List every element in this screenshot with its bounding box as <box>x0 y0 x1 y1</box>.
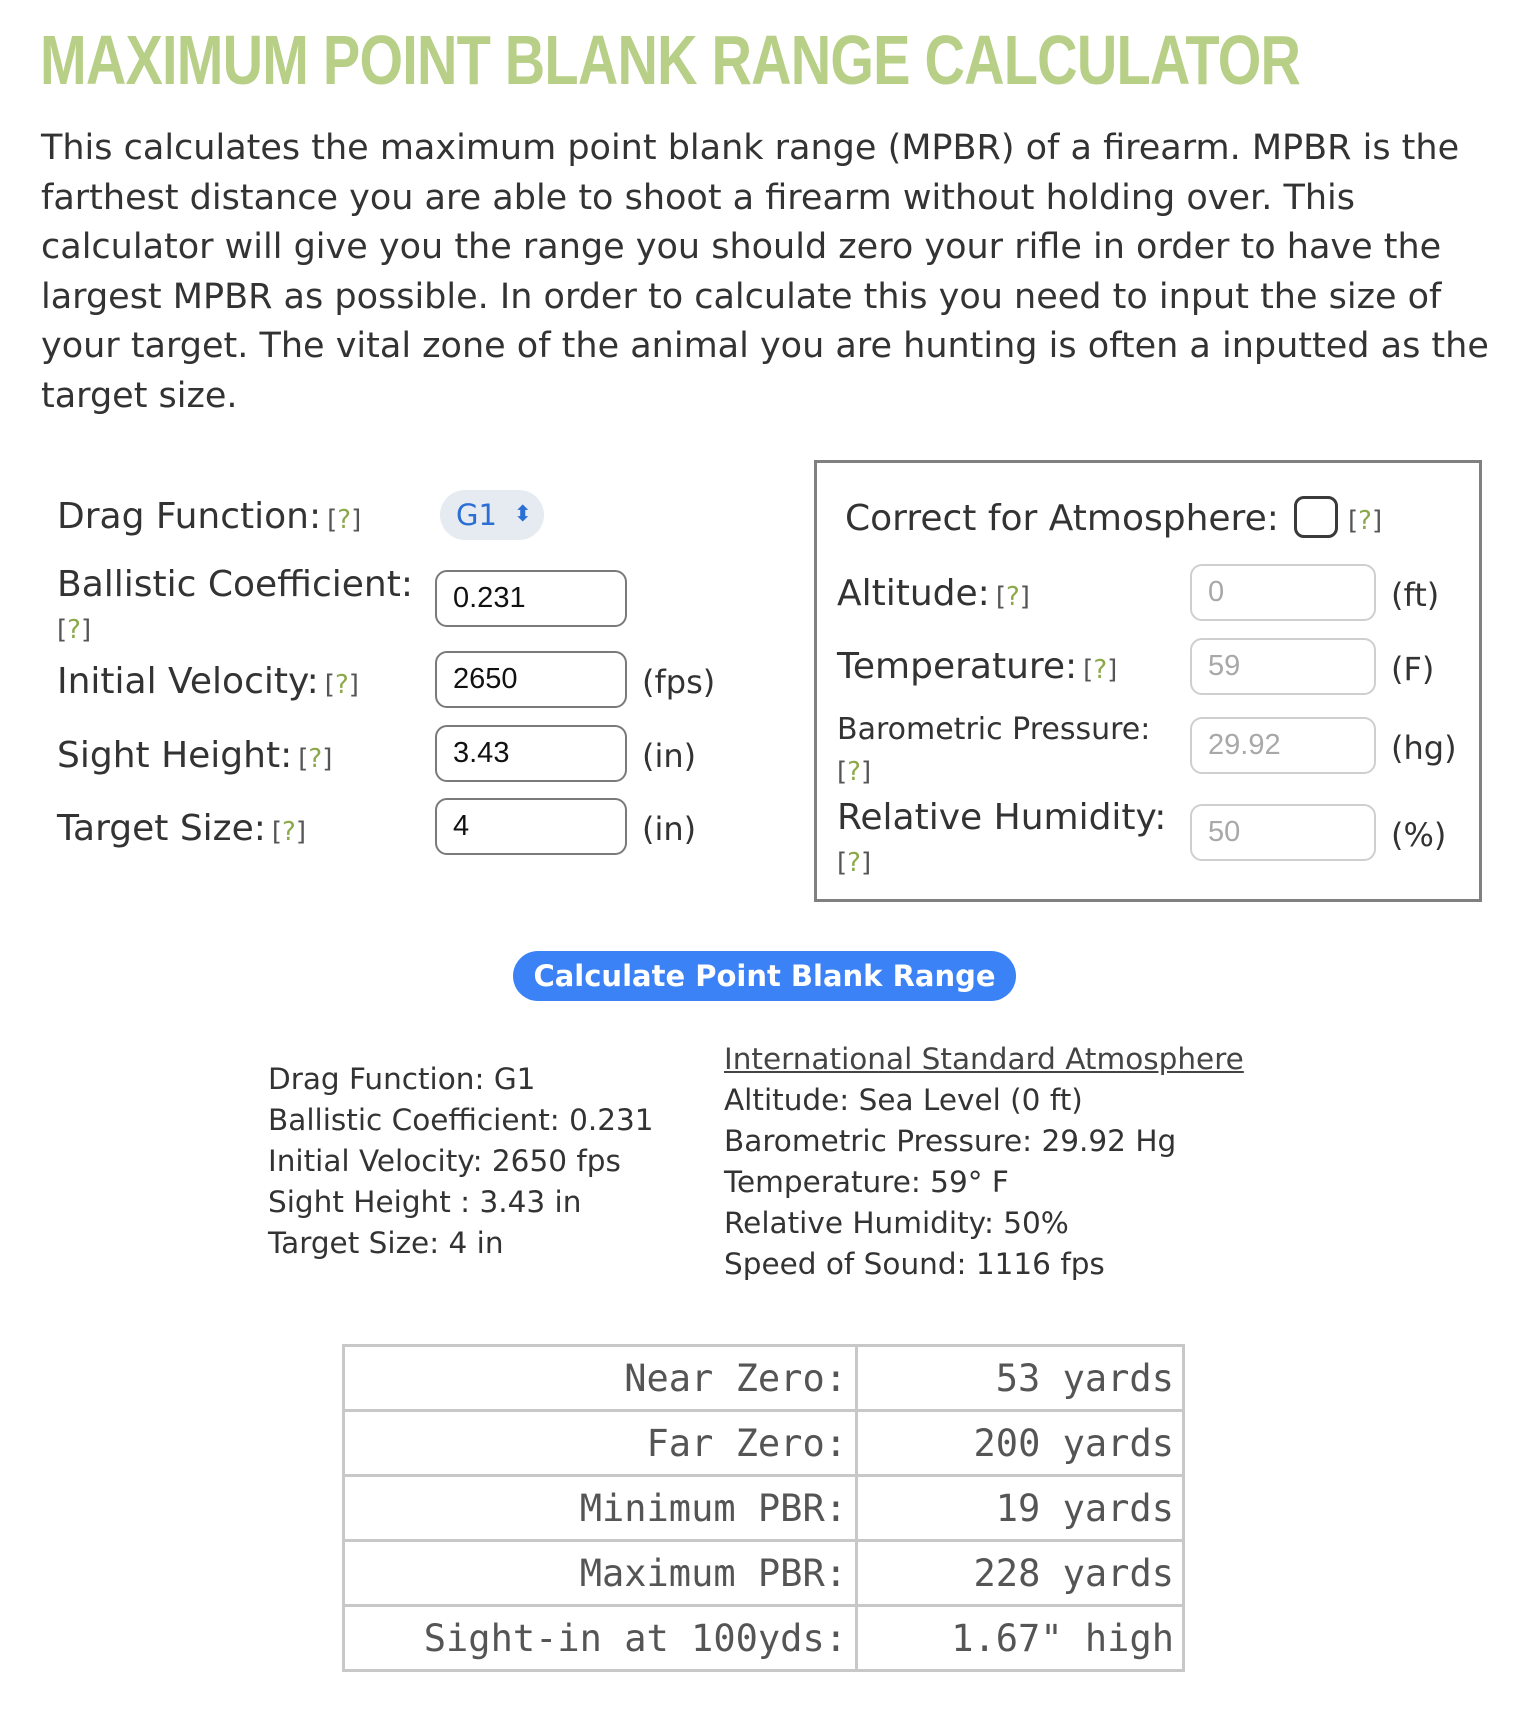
summary-line: Initial Velocity: 2650 fps <box>268 1144 621 1178</box>
result-label: Near Zero: <box>344 1346 857 1411</box>
help-link[interactable]: [?] <box>995 582 1030 612</box>
isa-link[interactable]: International Standard Atmosphere <box>724 1042 1244 1076</box>
table-row <box>344 1411 1184 1476</box>
atmosphere-line: Altitude: Sea Level (0 ft) <box>724 1083 1083 1117</box>
table-row <box>344 1476 1184 1541</box>
drag-function-select[interactable]: G1 ⬍ <box>440 490 544 540</box>
initial-velocity-label: Initial Velocity: [?] <box>57 661 359 702</box>
result-value: 1.67" high <box>857 1606 1184 1671</box>
altitude-unit: (ft) <box>1391 576 1440 614</box>
target-size-input[interactable]: 4 <box>435 798 627 855</box>
intro-paragraph: This calculates the maximum point blank range (MPBR) of a firearm. MPBR is the farthest distance you are able to shoot a firearm without holding over. This calculator will give you the range you should zero your rifle in order to have the largest MPBR as possible. In order to calculate this you need to input the size of your target. The vital zone of the animal you are hunting is often a inputted as the target size. <box>41 128 1489 416</box>
sight-height-unit: (in) <box>642 737 697 775</box>
atmosphere-line: Temperature: 59° F <box>724 1165 1009 1199</box>
ballistic-coefficient-help[interactable]: [?] <box>57 615 92 645</box>
humidity-unit: (%) <box>1391 816 1447 854</box>
target-size-label: Target Size: [?] <box>57 808 306 849</box>
pressure-help[interactable]: [?] <box>837 757 872 787</box>
help-link[interactable]: [?] <box>271 817 306 847</box>
atmosphere-line: Barometric Pressure: 29.92 Hg <box>724 1124 1177 1158</box>
initial-velocity-unit: (fps) <box>642 663 716 701</box>
correct-atmosphere-label: Correct for Atmosphere: <box>845 498 1279 539</box>
result-label: Minimum PBR: <box>344 1476 857 1541</box>
summary-line: Sight Height : 3.43 in <box>268 1185 582 1219</box>
result-label: Maximum PBR: <box>344 1541 857 1606</box>
table-row <box>344 1346 1184 1411</box>
help-link[interactable]: [?] <box>1083 655 1118 685</box>
help-link[interactable]: [?] <box>298 744 333 774</box>
help-link[interactable]: [?] <box>324 670 359 700</box>
calculate-button[interactable]: Calculate Point Blank Range <box>513 951 1016 1001</box>
pressure-unit: (hg) <box>1391 729 1457 767</box>
altitude-label: Altitude: [?] <box>837 573 1030 614</box>
sight-height-label: Sight Height: [?] <box>57 735 333 776</box>
summary-line: Drag Function: G1 <box>268 1062 536 1096</box>
initial-velocity-input[interactable]: 2650 <box>435 651 627 708</box>
result-value: 228 yards <box>857 1541 1184 1606</box>
humidity-label: Relative Humidity: <box>837 797 1167 838</box>
chevron-updown-icon: ⬍ <box>513 502 532 527</box>
results-table <box>342 1344 1185 1672</box>
result-value: 19 yards <box>857 1476 1184 1541</box>
pressure-label: Barometric Pressure: <box>837 712 1151 747</box>
temperature-input[interactable]: 59 <box>1190 638 1376 695</box>
result-label: Sight-in at 100yds: <box>344 1606 857 1671</box>
result-value: 53 yards <box>857 1346 1184 1411</box>
help-link[interactable]: [?] <box>327 505 362 535</box>
humidity-help[interactable]: [?] <box>837 848 872 878</box>
correct-atmosphere-checkbox[interactable] <box>1294 496 1338 538</box>
sight-height-input[interactable]: 3.43 <box>435 725 627 782</box>
atmosphere-line: Speed of Sound: 1116 fps <box>724 1247 1105 1281</box>
atmosphere-line: Relative Humidity: 50% <box>724 1206 1069 1240</box>
temperature-unit: (F) <box>1391 650 1435 688</box>
table-row <box>344 1541 1184 1606</box>
pressure-input[interactable]: 29.92 <box>1190 717 1376 774</box>
page-title: MAXIMUM POINT BLANK RANGE CALCULATOR <box>40 21 1301 99</box>
humidity-input[interactable]: 50 <box>1190 804 1376 861</box>
temperature-label: Temperature: [?] <box>837 646 1118 687</box>
drag-function-label: Drag Function: [?] <box>57 496 362 537</box>
summary-line: Target Size: 4 in <box>268 1226 504 1260</box>
summary-line: Ballistic Coefficient: 0.231 <box>268 1103 654 1137</box>
table-row <box>344 1606 1184 1671</box>
ballistic-coefficient-label: Ballistic Coefficient: <box>57 564 413 605</box>
ballistic-coefficient-input[interactable]: 0.231 <box>435 570 627 627</box>
correct-atmosphere-help[interactable]: [?] <box>1348 506 1383 536</box>
result-label: Far Zero: <box>344 1411 857 1476</box>
target-size-unit: (in) <box>642 810 697 848</box>
altitude-input[interactable]: 0 <box>1190 564 1376 621</box>
result-value: 200 yards <box>857 1411 1184 1476</box>
